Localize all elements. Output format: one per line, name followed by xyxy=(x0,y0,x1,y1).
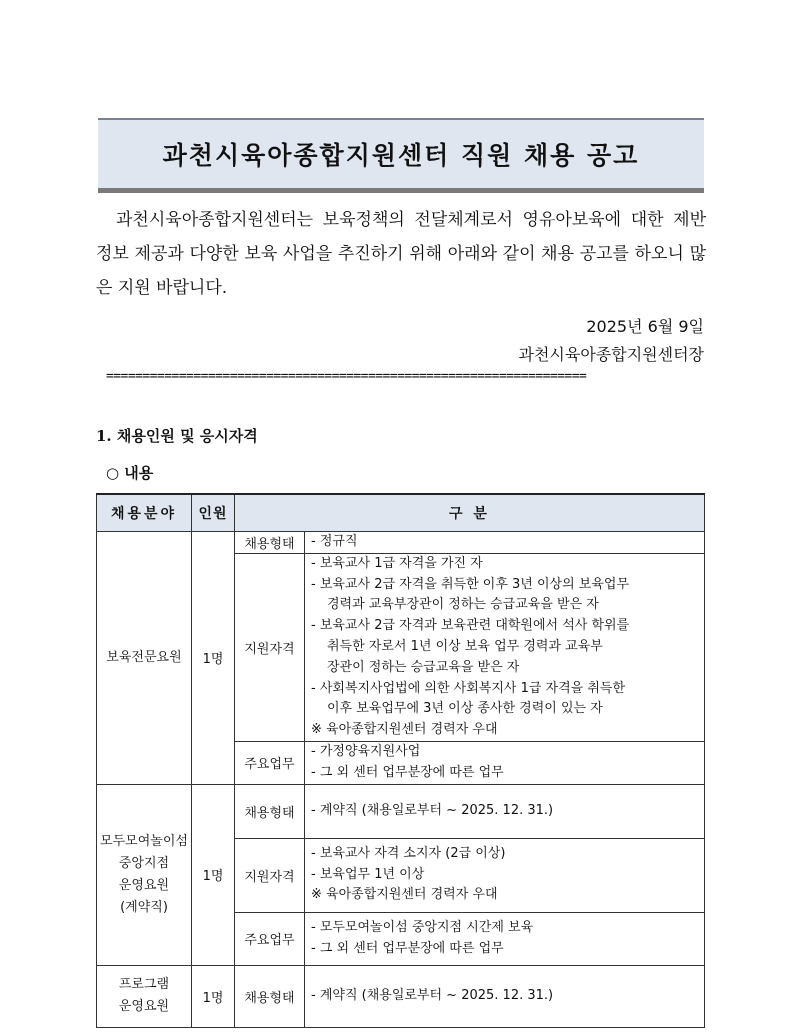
desc-line: - 보육교사 2급 자격을 취득한 이후 3년 이상의 보육업무 xyxy=(311,576,630,592)
desc-line: - 보육교사 자격 소지자 (2급 이상) xyxy=(311,845,506,861)
row-desc xyxy=(305,784,705,838)
row-desc xyxy=(305,838,705,912)
table-row xyxy=(97,532,705,554)
page-title: 과천시육아종합지원센터 직원 채용 공고 xyxy=(162,141,640,170)
title-banner xyxy=(98,118,704,193)
header-category: 구 분 xyxy=(235,494,705,532)
field-line: 운영요원 xyxy=(118,999,170,1015)
desc-line: - 계약직 (채용일로부터 ~ 2025. 12. 31.) xyxy=(311,802,554,818)
desc-line: - 보육업무 1년 이상 xyxy=(311,866,425,882)
table-row xyxy=(97,784,705,838)
intro-text: 과천시육아종합지원센터는 보육정책의 전달체계로서 영유아보육에 대한 제반 정보 제공과 다양한 보육 사업을 추진하기 위해 아래와 같이 채용 공고를 하오니 많은 지원 바랍니다. xyxy=(96,210,706,298)
desc-line: - 그 외 센터 업무분장에 따른 업무 xyxy=(311,764,504,780)
subsection-heading: ○ 내용 xyxy=(106,464,154,482)
desc-line: - 모두모여놀이섬 중앙지점 시간제 보육 xyxy=(311,919,534,935)
count-cell: 1명 xyxy=(192,965,235,1027)
row-label: 채용형태 xyxy=(235,784,305,838)
row-label: 지원자격 xyxy=(235,838,305,912)
row-label: 채용형태 xyxy=(235,532,305,554)
desc-line: - 그 외 센터 업무분장에 따른 업무 xyxy=(311,940,504,956)
row-desc xyxy=(305,532,705,554)
desc-line: 이후 보육업무에 3년 이상 종사한 경력이 있는 자 xyxy=(327,701,603,717)
row-label: 주요업무 xyxy=(235,912,305,965)
desc-line: 취득한 자로서 1년 이상 보육 업무 경력과 교육부 xyxy=(327,638,603,654)
desc-line: - 보육교사 1급 자격을 가진 자 xyxy=(311,555,483,571)
table-row xyxy=(97,965,705,1027)
count-cell: 1명 xyxy=(192,532,235,785)
field-line: 운영요원 xyxy=(118,877,170,893)
field-line: (계약직) xyxy=(120,899,168,915)
desc-line: - 사회복지사업법에 의한 사회복지사 1급 자격을 취득한 xyxy=(311,680,626,696)
desc-line: ※ 육아종합지원센터 경력자 우대 xyxy=(311,722,498,738)
field-line: 프로그램 xyxy=(118,977,170,993)
desc-line: - 계약직 (채용일로부터 ~ 2025. 12. 31.) xyxy=(311,987,554,1003)
desc-line: 경력과 교육부장관이 정하는 승급교육을 받은 자 xyxy=(327,597,599,613)
divider-rule: ================================================================== xyxy=(106,369,587,384)
organization-head: 과천시육아종합지원센터장 xyxy=(518,345,704,364)
field-line: 모두모여놀이섬 xyxy=(100,833,188,849)
header-field: 채용분야 xyxy=(97,494,192,532)
row-label: 채용형태 xyxy=(235,965,305,1027)
row-label: 주요업무 xyxy=(235,741,305,784)
recruitment-table xyxy=(96,493,705,1028)
row-label: 지원자격 xyxy=(235,553,305,741)
count-cell: 1명 xyxy=(192,784,235,965)
desc-line: 장관이 정하는 승급교육을 받은 자 xyxy=(327,659,520,675)
section-heading: 1. 채용인원 및 응시자격 xyxy=(96,427,258,445)
intro-paragraph xyxy=(96,203,706,305)
field-cell xyxy=(97,784,192,965)
field-cell xyxy=(97,965,192,1027)
desc-line: - 가정양육지원사업 xyxy=(311,743,421,759)
field-line: 중앙지점 xyxy=(118,855,170,871)
desc-line: - 정규직 xyxy=(311,534,358,549)
row-desc xyxy=(305,741,705,784)
table-header-row xyxy=(97,494,705,532)
desc-line: ※ 육아종합지원센터 경력자 우대 xyxy=(311,887,498,903)
notice-date: 2025년 6월 9일 xyxy=(586,317,704,336)
row-desc xyxy=(305,912,705,965)
row-desc xyxy=(305,553,705,741)
row-desc xyxy=(305,965,705,1027)
header-count: 인원 xyxy=(192,494,235,532)
field-cell: 보육전문요원 xyxy=(97,532,192,785)
desc-line: - 보육교사 2급 자격과 보육관련 대학원에서 석사 학위를 xyxy=(311,618,630,634)
